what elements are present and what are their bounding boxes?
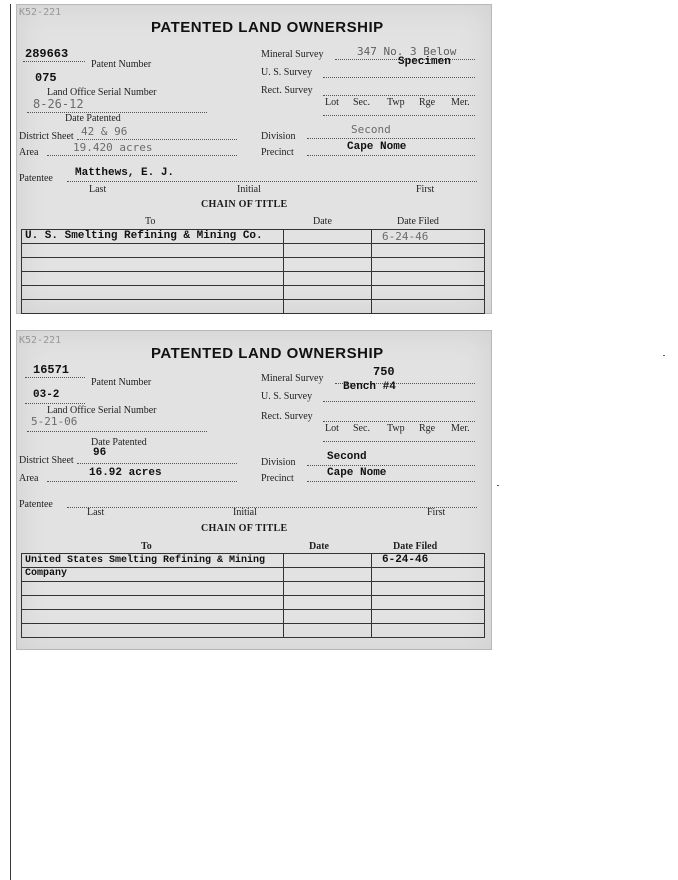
chain-filed-cell: 6-24-46 (382, 554, 429, 566)
file-stamp: K52-221 (19, 335, 62, 346)
rect-survey-label: Rect. Survey (261, 85, 313, 96)
serial-number-value: 03-2 (33, 389, 60, 401)
precinct-value: Cape Nome (327, 467, 387, 479)
chain-of-title-heading: CHAIN OF TITLE (201, 523, 288, 534)
mer-header: Mer. (451, 97, 470, 108)
district-sheet-label: District Sheet (19, 131, 74, 142)
chain-to-cell: U. S. Smelting Refining & Mining Co. (25, 230, 263, 242)
division-value: Second (351, 123, 391, 136)
us-survey-value: Bench #4 (343, 381, 396, 393)
table-row (22, 610, 484, 624)
date-patented-line (27, 431, 207, 432)
mineral-survey-value: 750 (373, 365, 395, 379)
mineral-survey-label: Mineral Survey (261, 373, 324, 384)
serial-number-label: Land Office Serial Number (47, 405, 157, 416)
table-row (22, 286, 484, 300)
district-sheet-line (77, 463, 237, 464)
chain-filed-header: Date Filed (393, 541, 438, 552)
sec-header: Sec. (353, 423, 370, 434)
table-row (22, 596, 484, 610)
us-survey-line (323, 401, 475, 402)
patent-number-value: 16571 (33, 363, 70, 377)
rge-header: Rge (419, 97, 436, 108)
date-patented-value: 5-21-06 (31, 415, 78, 428)
us-survey-label: U. S. Survey (261, 67, 313, 78)
division-line (307, 465, 475, 466)
table-row (22, 244, 484, 258)
lot-header: Lot (325, 97, 339, 108)
chain-to-header: To (145, 216, 156, 227)
rect-survey-label: Rect. Survey (261, 411, 313, 422)
twp-header: Twp (387, 423, 405, 434)
rect-survey-line (323, 95, 475, 96)
rge-header: Rge (419, 423, 436, 434)
chain-of-title-heading: CHAIN OF TITLE (201, 199, 288, 210)
chain-of-title-table (21, 229, 485, 314)
name-initial-label: Initial (233, 507, 257, 518)
patent-card-2 (16, 330, 492, 650)
patent-number-line (25, 377, 85, 378)
chain-filed-cell: 6-24-46 (382, 230, 429, 243)
serial-number-line (25, 403, 85, 404)
district-sheet-line (77, 139, 237, 140)
area-label: Area (19, 147, 39, 158)
date-patented-label: Date Patented (65, 113, 121, 124)
table-row (22, 272, 484, 286)
patent-card-1 (16, 4, 492, 314)
division-label: Division (261, 131, 296, 142)
serial-number-value: 075 (35, 71, 57, 85)
sec-header: Sec. (353, 97, 370, 108)
table-row (22, 624, 484, 638)
district-sheet-value: 42 & 96 (81, 125, 128, 138)
name-first-label: First (416, 184, 435, 195)
table-row (22, 300, 484, 314)
chain-of-title-table (21, 553, 485, 638)
lot-line (323, 115, 475, 116)
chain-to-cell: United States Smelting Refining & Mining Company (25, 555, 266, 579)
us-survey-line (323, 77, 475, 78)
precinct-label: Precinct (261, 473, 294, 484)
precinct-line (307, 481, 475, 482)
mer-header: Mer. (451, 423, 470, 434)
area-line (47, 155, 237, 156)
date-patented-value: 8-26-12 (33, 97, 84, 111)
table-row (22, 554, 484, 579)
date-patented-label: Date Patented (91, 437, 147, 448)
area-line (47, 481, 237, 482)
scan-edge (10, 4, 11, 880)
name-initial-label: Initial (237, 184, 261, 195)
name-last-label: Last (87, 507, 105, 518)
mineral-survey-note: Specimen (398, 56, 451, 68)
patent-number-label: Patent Number (91, 377, 152, 388)
division-line (307, 138, 475, 139)
chain-filed-header: Date Filed (397, 216, 439, 227)
file-stamp: K52-221 (19, 7, 62, 18)
table-row (22, 230, 484, 244)
lot-header: Lot (325, 423, 339, 434)
division-value: Second (327, 451, 367, 463)
patentee-line (67, 507, 477, 508)
patent-number-label: Patent Number (91, 59, 152, 70)
serial-number-label: Land Office Serial Number (47, 87, 157, 98)
us-survey-label: U. S. Survey (261, 391, 313, 402)
area-label: Area (19, 473, 39, 484)
precinct-line (307, 155, 475, 156)
division-label: Division (261, 457, 296, 468)
patentee-label: Patentee (19, 499, 53, 510)
patentee-value: Matthews, E. J. (75, 167, 175, 179)
district-sheet-value: 96 (93, 447, 107, 459)
area-value: 16.92 acres (89, 467, 162, 479)
twp-header: Twp (387, 97, 405, 108)
patent-number-value: 289663 (25, 47, 69, 61)
stray-mark (663, 355, 665, 356)
mineral-survey-value: 347 No. 3 Below (357, 45, 457, 58)
precinct-label: Precinct (261, 147, 294, 158)
table-row (22, 568, 484, 582)
stray-mark (497, 485, 499, 486)
precinct-value: Cape Nome (347, 141, 407, 153)
chain-to-header: To (141, 541, 152, 552)
name-first-label: First (427, 507, 446, 518)
mineral-survey-label: Mineral Survey (261, 49, 324, 60)
patent-number-line (23, 61, 85, 62)
name-last-label: Last (89, 184, 107, 195)
table-row (22, 258, 484, 272)
card-title: PATENTED LAND OWNERSHIP (151, 19, 384, 36)
lot-line (323, 441, 475, 442)
district-sheet-label: District Sheet (19, 455, 74, 466)
card-title: PATENTED LAND OWNERSHIP (151, 345, 384, 362)
patentee-label: Patentee (19, 173, 53, 184)
area-value: 19.420 acres (73, 141, 153, 154)
rect-survey-line (323, 421, 475, 422)
chain-date-header: Date (309, 541, 329, 552)
table-row (22, 582, 484, 596)
patentee-line (67, 181, 477, 182)
chain-date-header: Date (313, 216, 332, 227)
